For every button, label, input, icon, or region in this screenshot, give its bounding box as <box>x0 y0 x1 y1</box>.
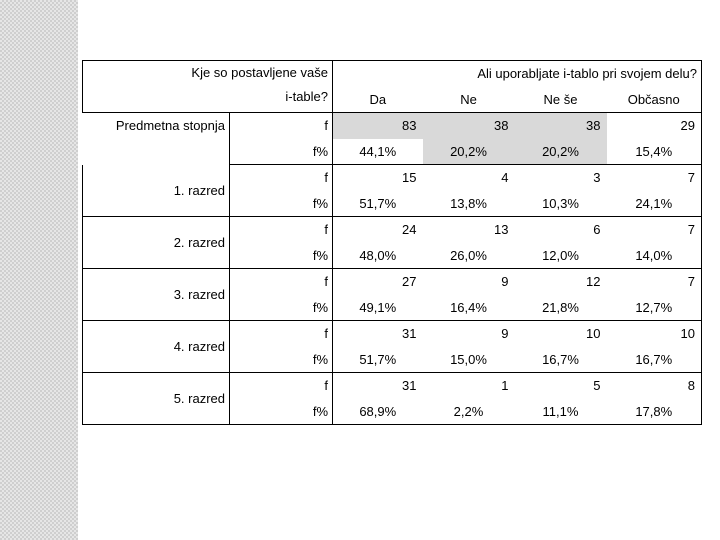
value-cell: 10 <box>586 326 601 342</box>
value-cell: 83 <box>333 113 423 139</box>
row-question-line1: Kje so postavljene vaše <box>191 65 328 80</box>
value-cell: 8 <box>607 373 702 399</box>
pct-cell: 15,0% <box>423 347 515 373</box>
row-question-line2: i-table? <box>285 89 328 104</box>
pct-cell: 15,4% <box>607 139 702 165</box>
pct-cell: 16,7% <box>515 347 607 373</box>
decorative-side-strip <box>0 0 78 540</box>
pct-cell: 14,0% <box>607 243 702 269</box>
column-header-ne-se: Ne še <box>515 87 607 113</box>
pct-label: f% <box>230 295 333 321</box>
value-cell: 15 <box>402 170 417 186</box>
pct-cell: 16,4% <box>423 295 515 321</box>
pct-cell: 51,7% <box>333 191 423 217</box>
group-label-5-razred: 5. razred <box>83 373 230 425</box>
column-header-obcasno: Občasno <box>607 87 702 113</box>
column-question-header: Ali uporabljate i-tablo pri svojem delu? <box>333 61 702 87</box>
pct-label: f% <box>230 399 333 425</box>
pct-cell: 51,7% <box>333 347 423 373</box>
pct-cell: 16,7% <box>607 347 702 373</box>
value-cell: 5 <box>593 378 601 394</box>
value-cell: 7 <box>607 165 702 191</box>
value-cell: 7 <box>607 269 702 295</box>
pct-cell: 21,8% <box>515 295 607 321</box>
pct-label: f% <box>230 243 333 269</box>
pct-cell: 68,9% <box>333 399 423 425</box>
value-cell: 24 <box>402 222 417 238</box>
pct-cell: 20,2% <box>423 139 515 165</box>
pct-cell: 12,0% <box>515 243 607 269</box>
pct-cell: 11,1% <box>515 399 607 425</box>
value-cell: 4 <box>501 170 509 186</box>
pct-label: f% <box>230 347 333 373</box>
value-cell: 31 <box>402 378 417 394</box>
pct-cell: 49,1% <box>333 295 423 321</box>
pct-cell: 26,0% <box>423 243 515 269</box>
value-cell: 9 <box>501 274 509 290</box>
pct-cell: 17,8% <box>607 399 702 425</box>
value-cell: 13 <box>494 222 509 238</box>
row-question-header <box>83 61 333 113</box>
pct-cell: 44,1% <box>333 139 423 165</box>
value-cell: 27 <box>402 274 417 290</box>
f-label: f <box>230 321 333 347</box>
value-cell: 3 <box>593 170 601 186</box>
column-header-da: Da <box>333 87 423 113</box>
value-cell: 38 <box>515 113 607 139</box>
f-label: f <box>230 269 333 295</box>
f-label: f <box>230 373 333 399</box>
value-cell: 38 <box>423 113 515 139</box>
f-label: f <box>230 165 333 191</box>
value-cell: 6 <box>593 222 601 238</box>
pct-cell: 2,2% <box>423 399 515 425</box>
pct-label: f% <box>230 191 333 217</box>
pct-cell: 20,2% <box>515 139 607 165</box>
pct-cell: 12,7% <box>607 295 702 321</box>
value-cell: 12 <box>586 274 601 290</box>
group-label-predmetna-stopnja: Predmetna stopnja <box>115 118 225 134</box>
pct-cell: 13,8% <box>423 191 515 217</box>
group-label-2-razred: 2. razred <box>83 217 230 269</box>
f-label: f <box>230 217 333 243</box>
value-cell: 7 <box>607 217 702 243</box>
group-label-4-razred: 4. razred <box>83 321 230 373</box>
value-cell: 1 <box>501 378 509 394</box>
pct-cell: 48,0% <box>333 243 423 269</box>
f-label: f <box>230 113 333 139</box>
pct-label: f% <box>230 139 333 165</box>
value-cell: 29 <box>607 113 702 139</box>
pct-cell: 24,1% <box>607 191 702 217</box>
value-cell: 9 <box>501 326 509 342</box>
group-label-1-razred: 1. razred <box>83 165 230 217</box>
value-cell: 31 <box>402 326 417 342</box>
frequency-table <box>82 60 702 425</box>
pct-cell: 10,3% <box>515 191 607 217</box>
column-header-ne: Ne <box>423 87 515 113</box>
value-cell: 10 <box>607 321 702 347</box>
group-label-3-razred: 3. razred <box>83 269 230 321</box>
